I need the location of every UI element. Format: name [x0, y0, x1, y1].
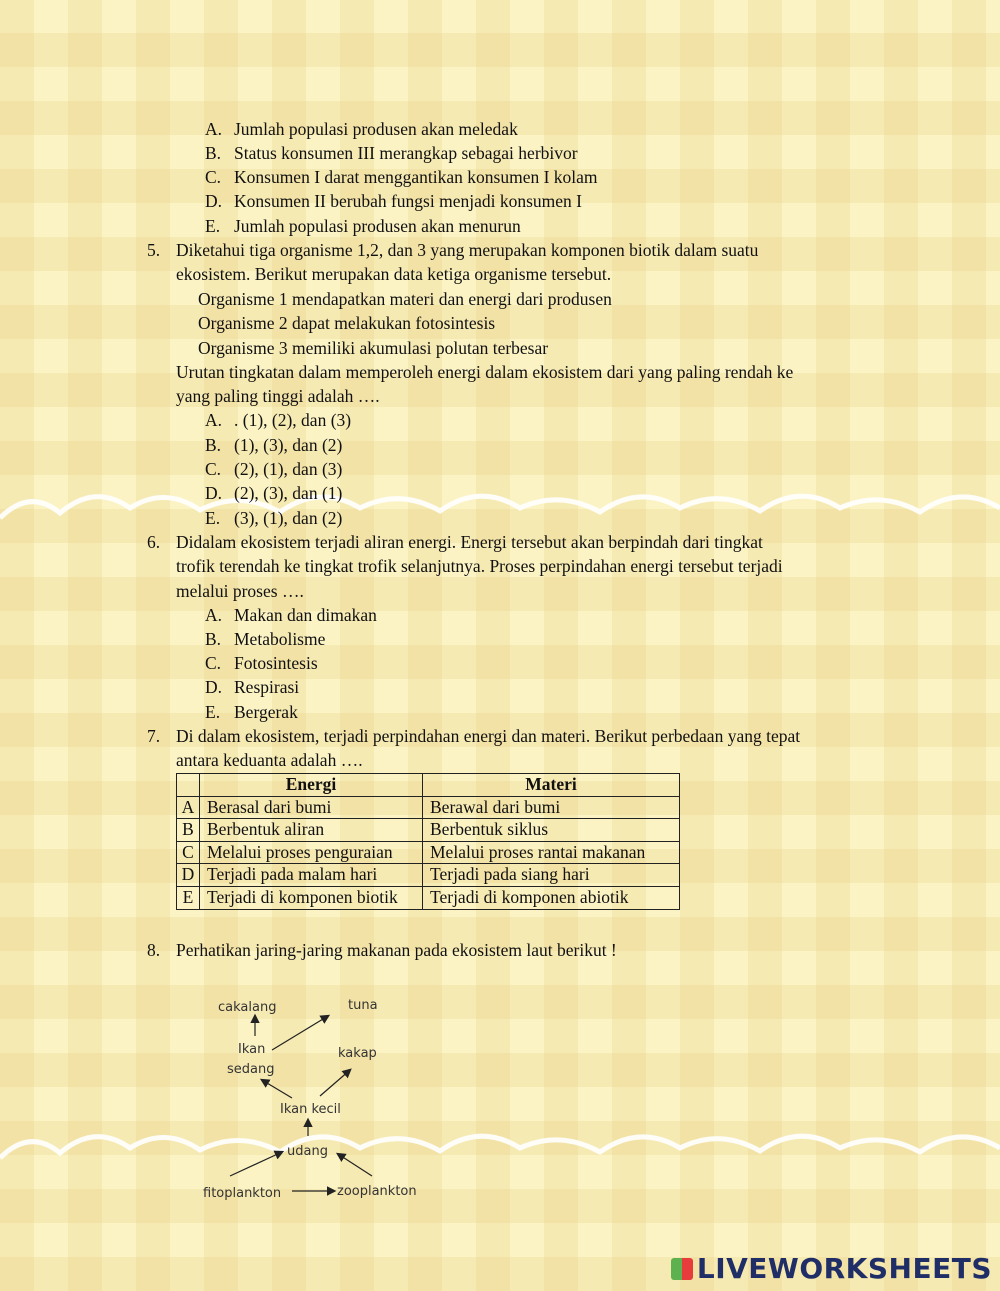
- q5-organism-3: Organisme 3 memiliki akumulasi polutan terbesar: [198, 338, 549, 358]
- q8-text: 8. Perhatikan jaring-jaring makanan pada ekosistem laut berikut !: [147, 940, 617, 960]
- table-row[interactable]: [177, 796, 680, 819]
- table-cell-energi: Melalui proses penguraian: [200, 841, 423, 864]
- arrow-zooplankton-to-udang: [338, 1154, 372, 1176]
- table-header-key: [177, 774, 200, 797]
- table-row[interactable]: [177, 864, 680, 887]
- table-cell-key: C: [177, 841, 200, 864]
- q5-question-line2: yang paling tinggi adalah ….: [176, 386, 380, 406]
- q7-text-line1: 7. Di dalam ekosistem, terjadi perpindahan energi dan materi. Berikut perbedaan yang tepat: [147, 726, 801, 746]
- q5-organism-2: Organisme 2 dapat melakukan fotosintesis: [198, 313, 496, 333]
- food-web-cakalang: cakalang: [218, 1000, 277, 1015]
- q6-option-a[interactable]: A. Makan dan dimakan: [205, 605, 377, 625]
- food-web-tuna: tuna: [348, 998, 378, 1013]
- table-header-materi: Materi: [423, 774, 680, 797]
- table-cell-key: A: [177, 796, 200, 819]
- q4-option-c[interactable]: C. Konsumen I darat menggantikan konsumen I kolam: [205, 167, 598, 187]
- q6-option-e[interactable]: E. Bergerak: [205, 702, 298, 722]
- arrow-ikan-kecil-to-kakap: [320, 1070, 350, 1096]
- table-cell-materi: Terjadi pada siang hari: [423, 864, 680, 887]
- q5-question-line1: Urutan tingkatan dalam memperoleh energi dalam ekosistem dari yang paling rendah ke: [176, 362, 794, 382]
- table-cell-key: E: [177, 886, 200, 909]
- food-web-udang: udang: [287, 1144, 328, 1159]
- table-row[interactable]: [177, 841, 680, 864]
- food-web-diagram: [200, 988, 440, 1208]
- q6-text-line2: trofik terendah ke tingkat trofik selanjutnya. Proses perpindahan energi tersebut terjadi: [176, 556, 783, 576]
- food-web-ikan-kecil: Ikan kecil: [280, 1102, 341, 1117]
- table-cell-key: B: [177, 819, 200, 842]
- table-cell-materi: Berbentuk siklus: [423, 819, 680, 842]
- q4-option-a[interactable]: A. Jumlah populasi produsen akan meledak: [205, 119, 518, 139]
- table-row[interactable]: [177, 819, 680, 842]
- table-cell-energi: Berbentuk aliran: [200, 819, 423, 842]
- arrow-ikan-sedang-to-tuna: [272, 1016, 328, 1050]
- table-cell-materi: Melalui proses rantai makanan: [423, 841, 680, 864]
- q6-option-b[interactable]: B. Metabolisme: [205, 629, 326, 649]
- q4-option-b[interactable]: B. Status konsumen III merangkap sebagai herbivor: [205, 143, 578, 163]
- q4-option-e[interactable]: E. Jumlah populasi produsen akan menurun: [205, 216, 521, 236]
- q5-text-line2: ekosistem. Berikut merupakan data ketiga organisme tersebut.: [176, 264, 612, 284]
- table-cell-energi: Terjadi di komponen biotik: [200, 886, 423, 909]
- liveworksheets-icon: [671, 1258, 693, 1280]
- q5-option-b[interactable]: B. (1), (3), dan (2): [205, 435, 343, 455]
- table-header-energi: Energi: [200, 774, 423, 797]
- q6-text-line3: melalui proses ….: [176, 581, 304, 601]
- table-cell-materi: Terjadi di komponen abiotik: [423, 886, 680, 909]
- food-web-fitoplankton: fitoplankton: [203, 1186, 282, 1201]
- q4-option-d[interactable]: D. Konsumen II berubah fungsi menjadi konsumen I: [205, 191, 582, 211]
- q5-option-c[interactable]: C. (2), (1), dan (3): [205, 459, 343, 479]
- table-header-row: [177, 774, 680, 797]
- q7-text-line2: antara keduanta adalah ….: [176, 750, 363, 770]
- q5-option-e[interactable]: E. (3), (1), dan (2): [205, 508, 343, 528]
- food-web-zooplankton: zooplankton: [337, 1184, 417, 1199]
- q5-text-line1: 5. Diketahui tiga organisme 1,2, dan 3 yang merupakan komponen biotik dalam suatu: [147, 240, 759, 260]
- q6-option-c[interactable]: C. Fotosintesis: [205, 653, 318, 673]
- liveworksheets-logo[interactable]: LIVEWORKSHEETS: [671, 1252, 992, 1285]
- arrow-ikan-kecil-to-ikan-sedang: [262, 1080, 292, 1098]
- table-cell-energi: Berasal dari bumi: [200, 796, 423, 819]
- q5-option-d[interactable]: D. (2), (3), dan (1): [205, 483, 343, 503]
- table-cell-energi: Terjadi pada malam hari: [200, 864, 423, 887]
- q6-text-line1: 6. Didalam ekosistem terjadi aliran energi. Energi tersebut akan berpindah dari tingkat: [147, 532, 763, 552]
- food-web-kakap: kakap: [338, 1046, 377, 1061]
- q5-option-a[interactable]: A. . (1), (2), dan (3): [205, 410, 352, 430]
- table-row[interactable]: [177, 886, 680, 909]
- arrow-fitoplankton-to-udang: [230, 1152, 282, 1176]
- food-web-sedang: sedang: [227, 1062, 275, 1077]
- table-cell-materi: Berawal dari bumi: [423, 796, 680, 819]
- q7-comparison-table: [176, 773, 680, 910]
- table-cell-key: D: [177, 864, 200, 887]
- q6-option-d[interactable]: D. Respirasi: [205, 677, 300, 697]
- food-web-ikan: Ikan: [238, 1042, 266, 1057]
- q5-organism-1: Organisme 1 mendapatkan materi dan energi dari produsen: [198, 289, 612, 309]
